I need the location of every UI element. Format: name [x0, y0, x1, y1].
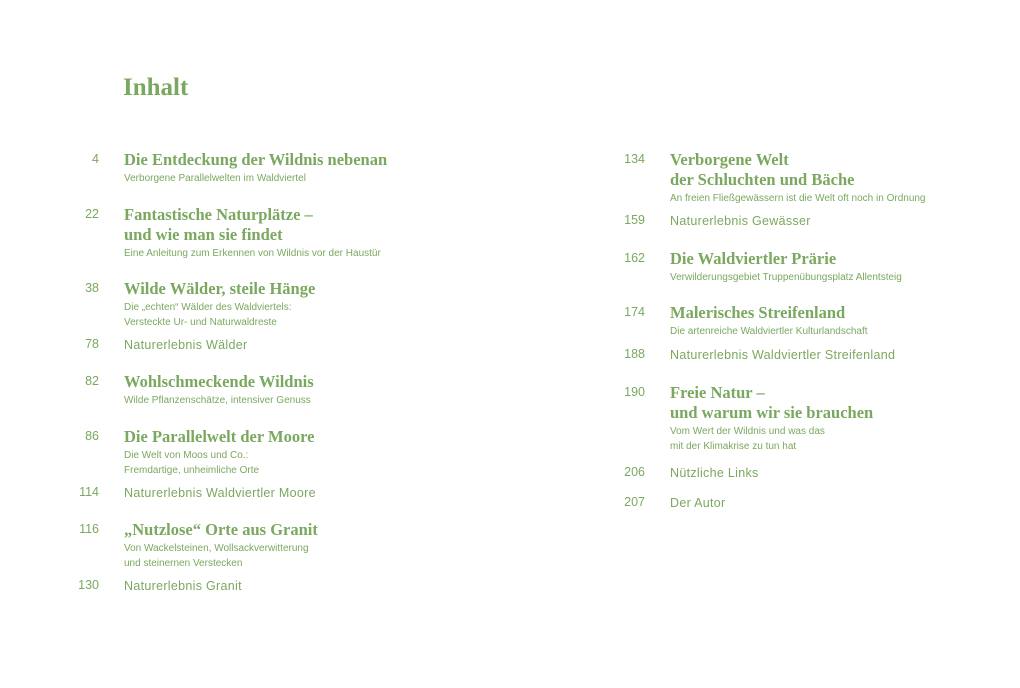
chapter-title: Naturerlebnis Waldviertler Moore: [124, 486, 316, 500]
page-number: 174: [624, 305, 645, 319]
page-number: 130: [78, 578, 99, 592]
chapter-title: Der Autor: [670, 496, 726, 510]
chapter-title: Verborgene Welt der Schluchten und Bäche: [670, 150, 855, 189]
chapter-title: „Nutzlose“ Orte aus Granit: [124, 520, 318, 539]
chapter-subtitle: Die „echten“ Wälder des Waldviertels: Versteckte Ur- und Naturwaldreste: [124, 302, 292, 328]
chapter-title: Freie Natur – und warum wir sie brauchen: [670, 383, 874, 422]
chapter-subtitle: Von Wackelsteinen, Wollsackverwitterung und steinernen Verstecken: [124, 543, 309, 569]
chapter-subtitle: Die Welt von Moos und Co.: Fremdartige, unheimliche Orte: [124, 450, 260, 476]
page-number: 78: [85, 337, 99, 351]
chapter-title: Naturerlebnis Granit: [124, 579, 242, 593]
chapter-subtitle: Wilde Pflanzenschätze, intensiver Genuss: [124, 395, 311, 406]
page-number: 4: [92, 152, 99, 166]
page-number: 159: [624, 213, 645, 227]
chapter-subtitle: Verwilderungsgebiet Truppenübungsplatz Allentsteig: [670, 272, 902, 283]
chapter-title: Malerisches Streifenland: [670, 303, 846, 322]
page-number: 116: [79, 522, 99, 536]
chapter-title: Naturerlebnis Gewässer: [670, 214, 811, 228]
page-number: 190: [624, 385, 645, 399]
chapter-title: Naturerlebnis Waldviertler Streifenland: [670, 348, 896, 362]
page-number: 82: [85, 374, 99, 388]
chapter-subtitle: Eine Anleitung zum Erkennen von Wildnis vor der Haustür: [124, 248, 381, 259]
chapter-title: Wohlschmeckende Wildnis: [124, 372, 314, 391]
page-number: 38: [85, 281, 99, 295]
chapter-subtitle: Verborgene Parallelwelten im Waldviertel: [124, 173, 306, 184]
chapter-subtitle: Die artenreiche Waldviertler Kulturlandschaft: [670, 326, 868, 337]
page-number: 86: [85, 429, 99, 443]
page-number: 207: [624, 495, 645, 509]
page-number: 134: [624, 152, 645, 166]
chapter-subtitle: An freien Fließgewässern ist die Welt oft noch in Ordnung: [670, 193, 926, 204]
chapter-title: Die Waldviertler Prärie: [670, 249, 837, 268]
page-title: Inhalt: [123, 74, 189, 101]
chapter-title: Wilde Wälder, steile Hänge: [124, 279, 316, 298]
page-number: 206: [624, 465, 645, 479]
chapter-title: Nützliche Links: [670, 466, 759, 480]
page-number: 188: [624, 347, 645, 361]
page-number: 114: [79, 485, 99, 499]
chapter-subtitle: Vom Wert der Wildnis und was das mit der Klimakrise zu tun hat: [670, 426, 825, 452]
chapter-title: Naturerlebnis Wälder: [124, 338, 248, 352]
page-number: 22: [85, 207, 99, 221]
page-number: 162: [624, 251, 645, 265]
chapter-title: Fantastische Naturplätze – und wie man sie findet: [124, 205, 313, 244]
chapter-title: Die Parallelwelt der Moore: [124, 427, 315, 446]
chapter-title: Die Entdeckung der Wildnis nebenan: [124, 150, 388, 169]
